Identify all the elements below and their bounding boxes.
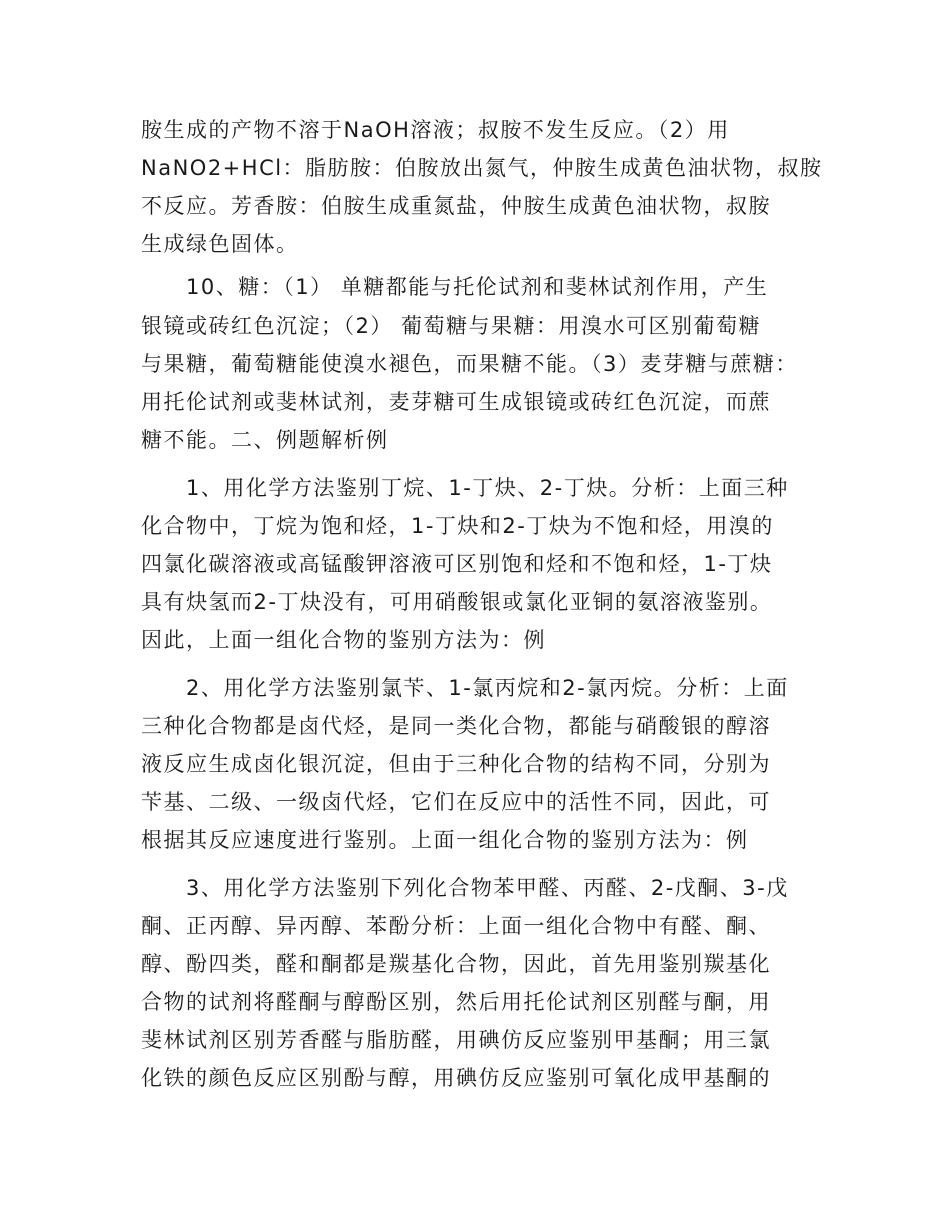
text-line: 合物的试剂将醛酮与醇酚区别，然后用托伦试剂区别醛与酮，用 [141,990,771,1014]
text-line: 酮、正丙醇、异丙醇、苯酚分析：上面一组化合物中有醛、酮、 [141,914,771,938]
text-line: 胺生成的产物不溶于NaOH溶液；叔胺不发生反应。（2）用 [141,118,730,142]
text-line: 10、糖：（1） 单糖都能与托伦试剂和斐林试剂作用，产生 [186,275,769,299]
text-line: 银镜或砖红色沉淀；（2） 葡萄糖与果糖：用溴水可区别葡萄糖 [141,314,762,338]
text-line: 液反应生成卤化银沉淀，但由于三种化合物的结构不同，分别为 [141,752,771,776]
text-line: 2、用化学方法鉴别氯苄、1-氯丙烷和2-氯丙烷。分析：上面 [186,676,789,700]
text-line: 根据其反应速度进行鉴别。上面一组化合物的鉴别方法为：例 [141,828,749,852]
text-line: 苄基、二级、一级卤代烃，它们在反应中的活性不同，因此，可 [141,790,771,814]
text-line: 化铁的颜色反应区别酚与醇，用碘仿反应鉴别可氧化成甲基酮的 [141,1066,771,1090]
text-line: 用托伦试剂或斐林试剂，麦芽糖可生成银镜或砖红色沉淀，而蔗 [141,390,771,414]
text-line: 化合物中，丁烷为饱和烃，1-丁炔和2-丁炔为不饱和烃，用溴的 [141,514,774,538]
text-line: 不反应。芳香胺：伯胺生成重氮盐，仲胺生成黄色油状物，叔胺 [141,194,771,218]
text-line: 具有炔氢而2-丁炔没有，可用硝酸银或氯化亚铜的氨溶液鉴别。 [141,590,773,614]
text-line: 三种化合物都是卤代烃，是同一类化合物，都能与硝酸银的醇溶 [141,714,771,738]
text-line: 四氯化碳溶液或高锰酸钾溶液可区别饱和烃和不饱和烃，1-丁炔 [141,552,773,576]
text-line: 1、用化学方法鉴别丁烷、1-丁炔、2-丁炔。分析：上面三种 [186,476,789,500]
text-line: 与果糖，葡萄糖能使溴水褪色，而果糖不能。（3）麦芽糖与蔗糖： [141,352,798,376]
text-line: 3、用化学方法鉴别下列化合物苯甲醛、丙醛、2-戊酮、3-戊 [186,876,789,900]
text-line: 醇、酚四类，醛和酮都是羰基化合物，因此，首先用鉴别羰基化 [141,952,771,976]
text-line: 糖不能。二、例题解析例 [141,428,389,452]
text-line: 斐林试剂区别芳香醛与脂肪醛，用碘仿反应鉴别甲基酮；用三氯 [141,1028,771,1052]
text-line: NaNO2+HCl：脂肪胺：伯胺放出氮气，仲胺生成黄色油状物，叔胺 [141,156,823,180]
text-line: 因此，上面一组化合物的鉴别方法为：例 [141,628,546,652]
text-line: 生成绿色固体。 [141,232,299,256]
